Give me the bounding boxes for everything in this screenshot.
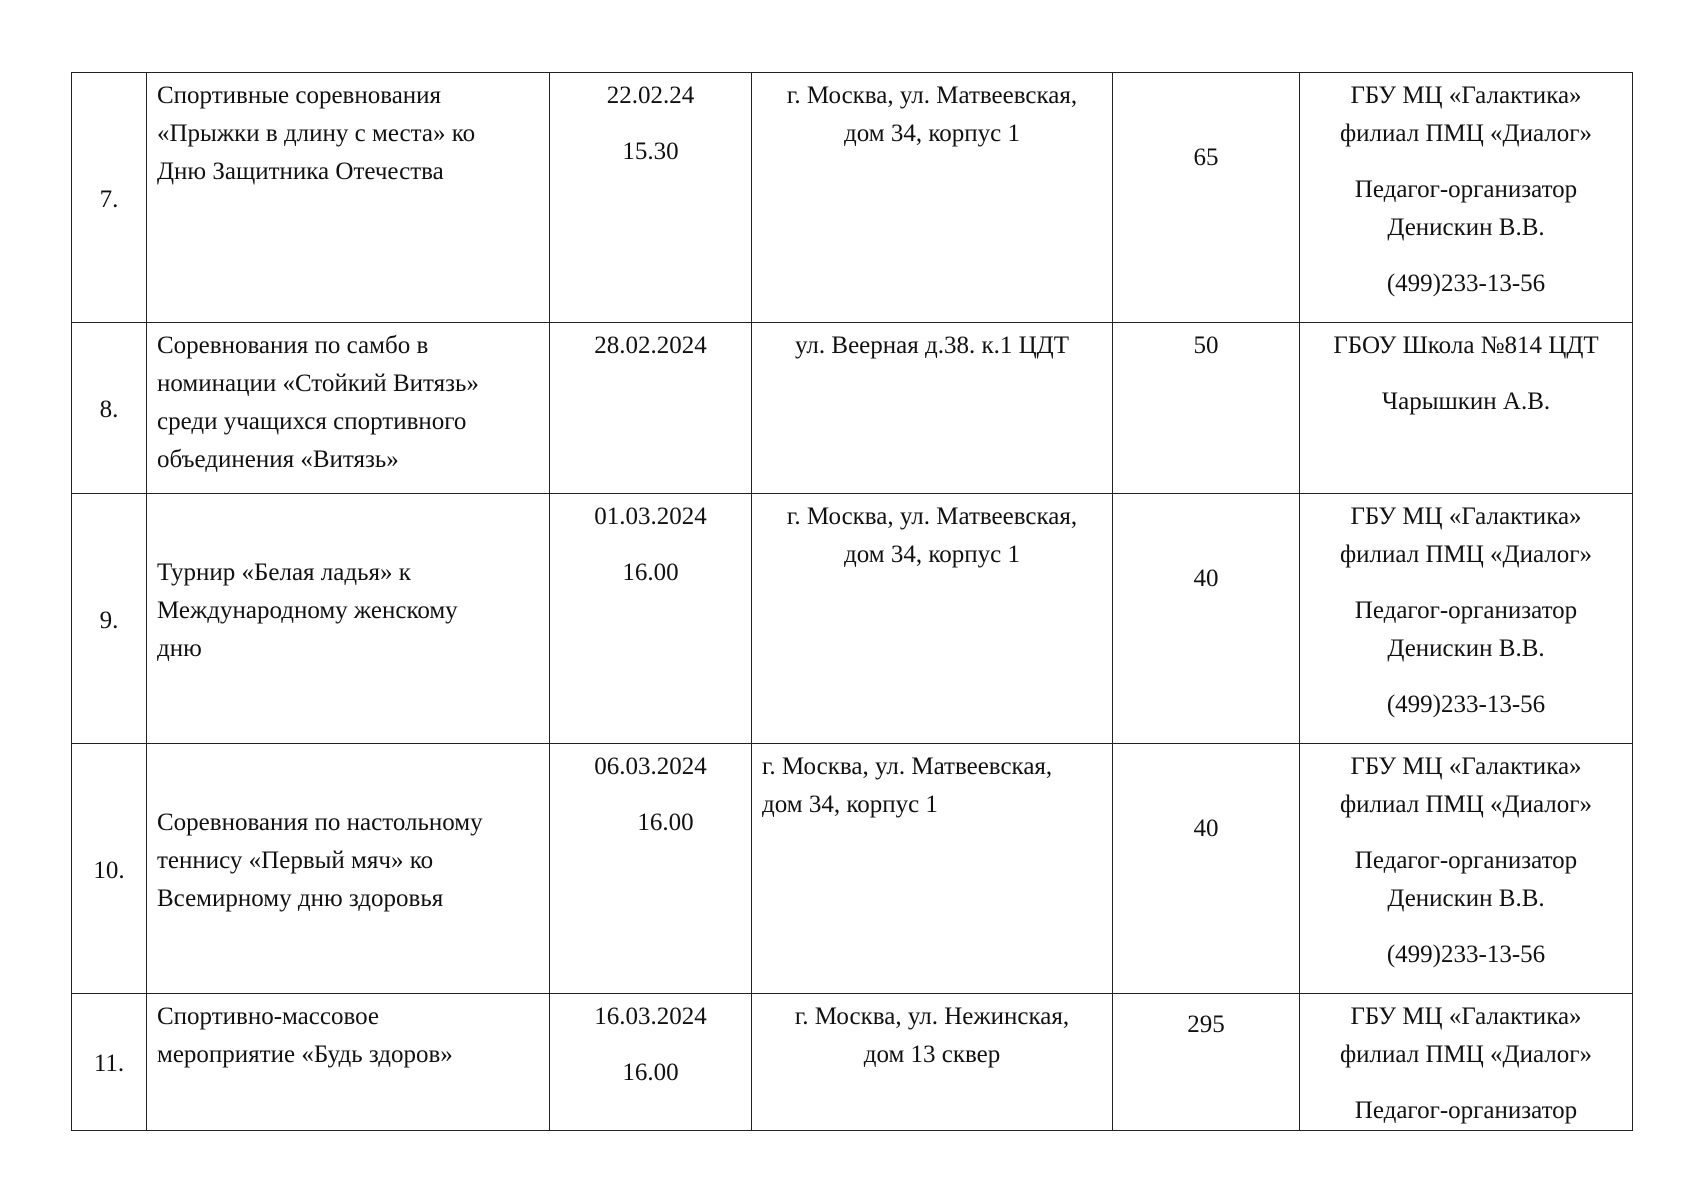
event-date-time	[550, 744, 752, 994]
event-place-line: дом 34, корпус 1	[844, 120, 1020, 147]
event-date: 28.02.2024	[594, 332, 707, 359]
organizer	[1300, 744, 1633, 994]
participant-count	[1113, 494, 1300, 744]
event-date: 06.03.2024	[594, 753, 707, 780]
event-place-line: ул. Веерная д.38. к.1 ЦДТ	[795, 332, 1069, 359]
event-name	[147, 994, 550, 1131]
organizer	[1300, 73, 1633, 323]
event-place-line: г. Москва, ул. Матвеевская,	[786, 82, 1078, 109]
event-name-line: объединения «Витязь»	[157, 446, 399, 473]
event-place-line: дом 34, корпус 1	[762, 791, 938, 818]
events-table	[71, 72, 1633, 1131]
contact-person: Чарышкин А.В.	[1381, 388, 1551, 415]
event-name-line: мероприятие «Будь здоров»	[157, 1041, 453, 1068]
contact-person: Денискин В.В.	[1387, 214, 1545, 241]
contact-phone: (499)233-13-56	[1386, 270, 1546, 297]
contact-role: Педагог-организатор	[1354, 176, 1578, 203]
event-place-line: дом 34, корпус 1	[844, 541, 1020, 568]
participant-count-value: 50	[1193, 332, 1219, 359]
event-place	[752, 323, 1113, 494]
row-number: 10.	[72, 744, 147, 994]
contact-role: Педагог-организатор	[1354, 597, 1578, 624]
event-date-time	[550, 494, 752, 744]
event-date-time	[550, 323, 752, 494]
event-name-line: Всемирному дню здоровья	[157, 885, 444, 912]
event-name-line: Турнир «Белая ладья» к	[157, 559, 411, 586]
organizer	[1300, 323, 1633, 494]
row-number: 7.	[72, 73, 147, 323]
event-time: 15.30	[622, 138, 679, 165]
event-name-line: Дню Защитника Отечества	[157, 158, 444, 185]
organizer-branch: филиал ПМЦ «Диалог»	[1339, 1041, 1593, 1068]
participant-count	[1113, 73, 1300, 323]
event-name-line: Международному женскому	[157, 597, 458, 624]
organizer-branch: филиал ПМЦ «Диалог»	[1339, 791, 1593, 818]
row-number: 9.	[72, 494, 147, 744]
event-name-line: Соревнования по настольному	[157, 809, 483, 836]
event-place	[752, 994, 1113, 1131]
event-time: 16.00	[622, 1059, 679, 1086]
event-date-time	[550, 994, 752, 1131]
contact-person: Денискин В.В.	[1387, 635, 1545, 662]
event-date: 01.03.2024	[594, 503, 707, 530]
participant-count-value: 295	[1187, 1011, 1225, 1038]
participant-count-value: 40	[1193, 565, 1219, 592]
contact-phone: (499)233-13-56	[1386, 691, 1546, 718]
event-place	[752, 744, 1113, 994]
contact-role: Педагог-организатор	[1354, 847, 1578, 874]
event-name-line: Соревнования по самбо в	[157, 332, 429, 359]
table-row	[72, 494, 1633, 744]
contact-role: Педагог-организатор	[1354, 1097, 1578, 1124]
organizer-branch: филиал ПМЦ «Диалог»	[1339, 120, 1593, 147]
event-date: 16.03.2024	[594, 1003, 707, 1030]
organizer-name: ГБУ МЦ «Галактика»	[1350, 82, 1582, 109]
event-name	[147, 494, 550, 744]
event-place-line: г. Москва, ул. Матвеевская,	[762, 753, 1053, 780]
event-name-line: Спортивно-массовое	[157, 1003, 380, 1030]
organizer	[1300, 494, 1633, 744]
event-place-line: г. Москва, ул. Матвеевская,	[786, 503, 1078, 530]
event-time: 16.00	[637, 809, 694, 836]
event-name-line: теннису «Первый мяч» ко	[157, 847, 434, 874]
organizer-name: ГБУ МЦ «Галактика»	[1350, 1003, 1582, 1030]
participant-count-value: 65	[1193, 144, 1219, 171]
row-number: 11.	[72, 994, 147, 1131]
participant-count	[1113, 323, 1300, 494]
event-date-time	[550, 73, 752, 323]
organizer-name: ГБУ МЦ «Галактика»	[1350, 503, 1582, 530]
event-place-line: дом 13 сквер	[863, 1041, 1001, 1068]
row-number: 8.	[72, 323, 147, 494]
contact-phone: (499)233-13-56	[1386, 941, 1546, 968]
organizer-name: ГБОУ Школа №814 ЦДТ	[1333, 332, 1599, 359]
table-row	[72, 323, 1633, 494]
event-name	[147, 73, 550, 323]
event-time: 16.00	[622, 559, 679, 586]
event-name-line: номинации «Стойкий Витязь»	[157, 370, 479, 397]
event-name-line: среди учащихся спортивного	[157, 408, 467, 435]
contact-person: Денискин В.В.	[1387, 885, 1545, 912]
event-name	[147, 323, 550, 494]
table-row	[72, 994, 1633, 1131]
event-place	[752, 73, 1113, 323]
organizer-name: ГБУ МЦ «Галактика»	[1350, 753, 1582, 780]
participant-count-value: 40	[1193, 815, 1219, 842]
event-name-line: дню	[157, 635, 202, 662]
organizer	[1300, 994, 1633, 1131]
event-date: 22.02.24	[606, 82, 695, 109]
event-name	[147, 744, 550, 994]
event-place-line: г. Москва, ул. Нежинская,	[794, 1003, 1070, 1030]
event-name-line: Спортивные соревнования	[157, 82, 442, 109]
event-name-line: «Прыжки в длину с места» ко	[157, 120, 476, 147]
participant-count	[1113, 994, 1300, 1131]
table-row	[72, 744, 1633, 994]
event-place	[752, 494, 1113, 744]
table-row	[72, 73, 1633, 323]
participant-count	[1113, 744, 1300, 994]
organizer-branch: филиал ПМЦ «Диалог»	[1339, 541, 1593, 568]
